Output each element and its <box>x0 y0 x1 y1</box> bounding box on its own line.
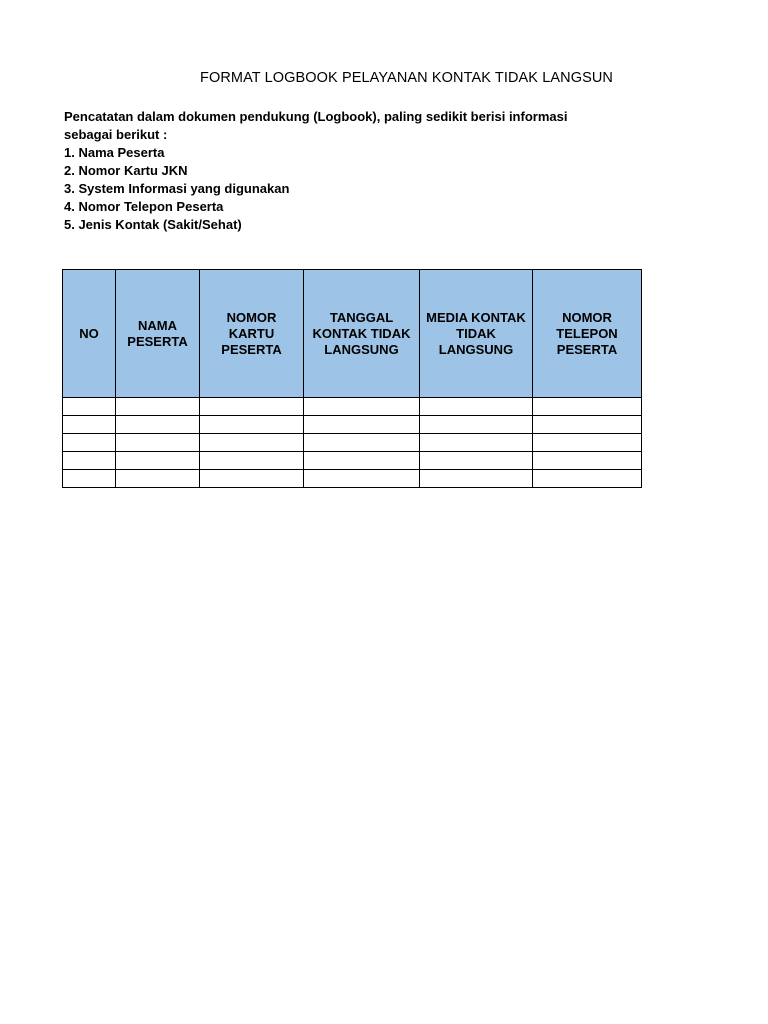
table-header-row <box>63 270 642 398</box>
table-row <box>63 398 642 416</box>
table-cell <box>533 398 642 416</box>
table-cell <box>304 452 420 470</box>
table-cell <box>533 434 642 452</box>
info-list-item: 5. Jenis Kontak (Sakit/Sehat) <box>64 217 242 232</box>
column-header-nomor-kartu: NOMOR KARTU PESERTA <box>200 270 304 398</box>
column-header-no: NO <box>63 270 116 398</box>
table-cell <box>116 434 200 452</box>
table-cell <box>200 398 304 416</box>
intro-line-2: sebagai berikut : <box>64 127 168 142</box>
table-cell <box>304 470 420 488</box>
table-cell <box>116 398 200 416</box>
info-list-item: 4. Nomor Telepon Peserta <box>64 199 224 214</box>
table-cell <box>420 470 533 488</box>
table-row <box>63 452 642 470</box>
column-header-nomor-telepon: NOMOR TELEPON PESERTA <box>533 270 642 398</box>
table-cell <box>116 452 200 470</box>
table-cell <box>420 398 533 416</box>
info-list <box>64 144 664 234</box>
info-list-item: 3. System Informasi yang digunakan <box>64 181 290 196</box>
info-list-item: 1. Nama Peserta <box>64 145 165 160</box>
document-title: FORMAT LOGBOOK PELAYANAN KONTAK TIDAK LANGSUN <box>200 70 614 86</box>
table-cell <box>200 416 304 434</box>
table-cell <box>63 452 116 470</box>
table-cell <box>533 416 642 434</box>
table-cell <box>200 434 304 452</box>
table-cell <box>116 470 200 488</box>
table-cell <box>200 470 304 488</box>
table-cell <box>304 398 420 416</box>
column-header-tanggal-kontak: TANGGAL KONTAK TIDAK LANGSUNG <box>304 270 420 398</box>
intro-section <box>64 108 664 234</box>
table-cell <box>420 434 533 452</box>
table-cell <box>63 470 116 488</box>
table-row <box>63 470 642 488</box>
info-list-item: 2. Nomor Kartu JKN <box>64 163 188 178</box>
table-cell <box>420 416 533 434</box>
table-cell <box>304 434 420 452</box>
intro-line-1: Pencatatan dalam dokumen pendukung (Logbook), paling sedikit berisi informasi <box>64 109 568 124</box>
table-row <box>63 434 642 452</box>
table-cell <box>116 416 200 434</box>
table-cell <box>304 416 420 434</box>
table-cell <box>63 398 116 416</box>
table-cell <box>63 416 116 434</box>
table-cell <box>420 452 533 470</box>
table-cell <box>200 452 304 470</box>
table-cell <box>533 452 642 470</box>
column-header-media-kontak: MEDIA KONTAK TIDAK LANGSUNG <box>420 270 533 398</box>
column-header-nama-peserta: NAMA PESERTA <box>116 270 200 398</box>
table-row <box>63 416 642 434</box>
logbook-table <box>62 269 642 488</box>
table-cell <box>63 434 116 452</box>
table-cell <box>533 470 642 488</box>
